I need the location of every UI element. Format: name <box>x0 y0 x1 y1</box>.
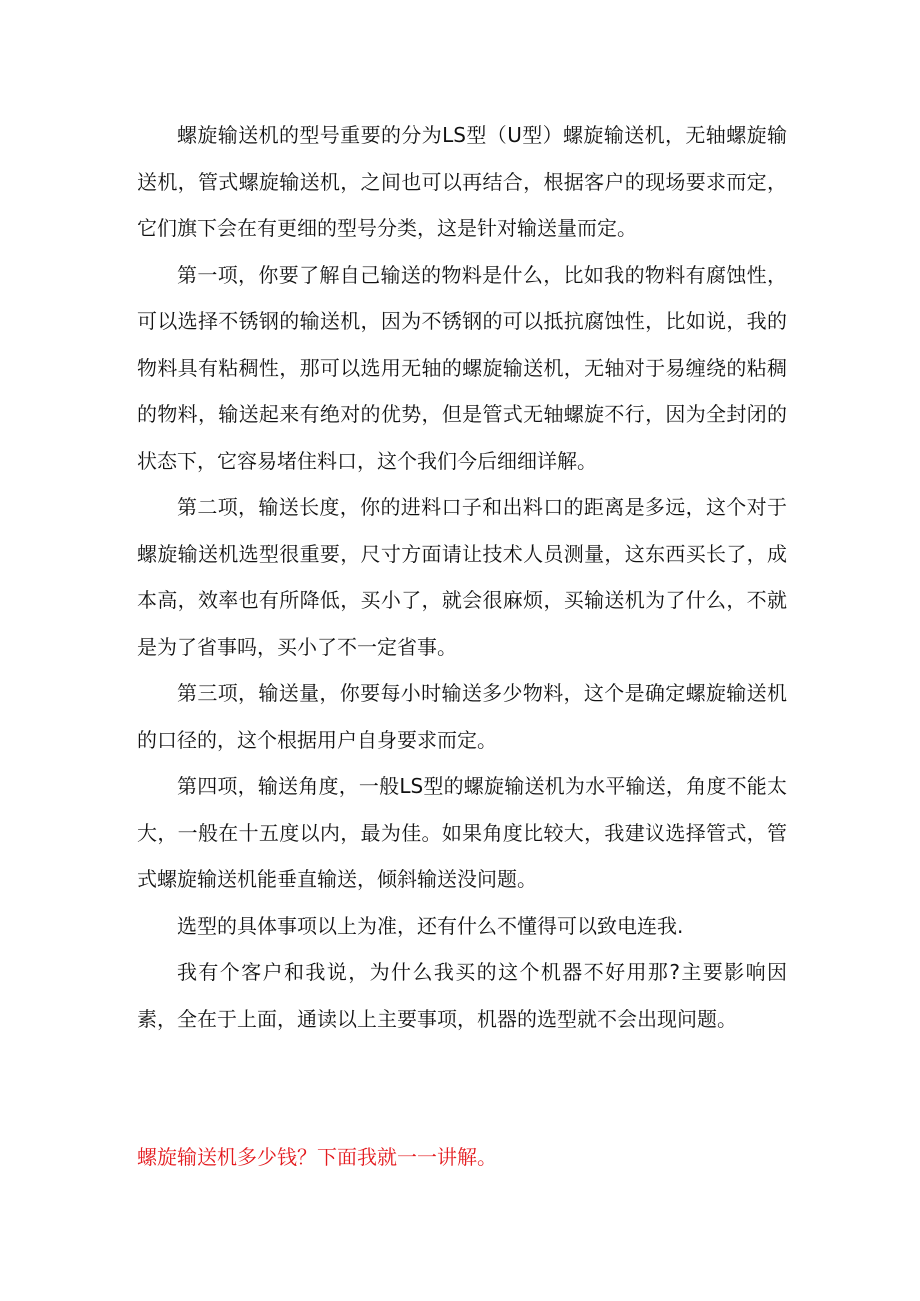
paragraph-item-one-material: 第一项，你要了解自己输送的物料是什么，比如我的物料有腐蚀性，可以选择不锈钢的输送机，因为不锈钢的可以抵抗腐蚀性，比如说，我的物料具有粘稠性，那可以选用无轴的螺旋输送机，无轴对于易缠绕的粘稠的物料，输送起来有绝对的优势，但是管式无轴螺旋不行，因为全封闭的状态下，它容易堵住料口，这个我们今后细细详解。 <box>137 262 787 473</box>
paragraph-item-two-length: 第二项，输送长度，你的进料口子和出料口的距离是多远，这个对于螺旋输送机选型很重要，尺寸方面请让技术人员测量，这东西买长了，成本高，效率也有所降低，买小了，就会很麻烦，买输送机为了什么，不就是为了省事吗，买小了不一定省事。 <box>137 495 787 659</box>
paragraph-types: 螺旋输送机的型号重要的分为LS型（U型）螺旋输送机，无轴螺旋输送机，管式螺旋输送机，之间也可以再结合，根据客户的现场要求而定，它们旗下会在有更细的型号分类，这是针对输送量而定。 <box>137 123 787 240</box>
red-heading-price: 螺旋输送机多少钱？下面我就一一讲解。 <box>137 1145 497 1169</box>
paragraph-conclusion: 我有个客户和我说，为什么我买的这个机器不好用那?主要影响因素，全在于上面，通读以上主要事项，机器的选型就不会出现问题。 <box>137 960 787 1031</box>
document-body <box>137 112 787 1042</box>
paragraph-item-four-angle: 第四项，输送角度，一般LS型的螺旋输送机为水平输送，角度不能太大，一般在十五度以内，最为佳。如果角度比较大，我建议选择管式，管式螺旋输送机能垂直输送，倾斜输送没问题。 <box>137 774 787 891</box>
paragraph-item-three-capacity: 第三项，输送量，你要每小时输送多少物料，这个是确定螺旋输送机的口径的，这个根据用户自身要求而定。 <box>137 681 787 752</box>
paragraph-contact: 选型的具体事项以上为准，还有什么不懂得可以致电连我. <box>177 913 684 938</box>
